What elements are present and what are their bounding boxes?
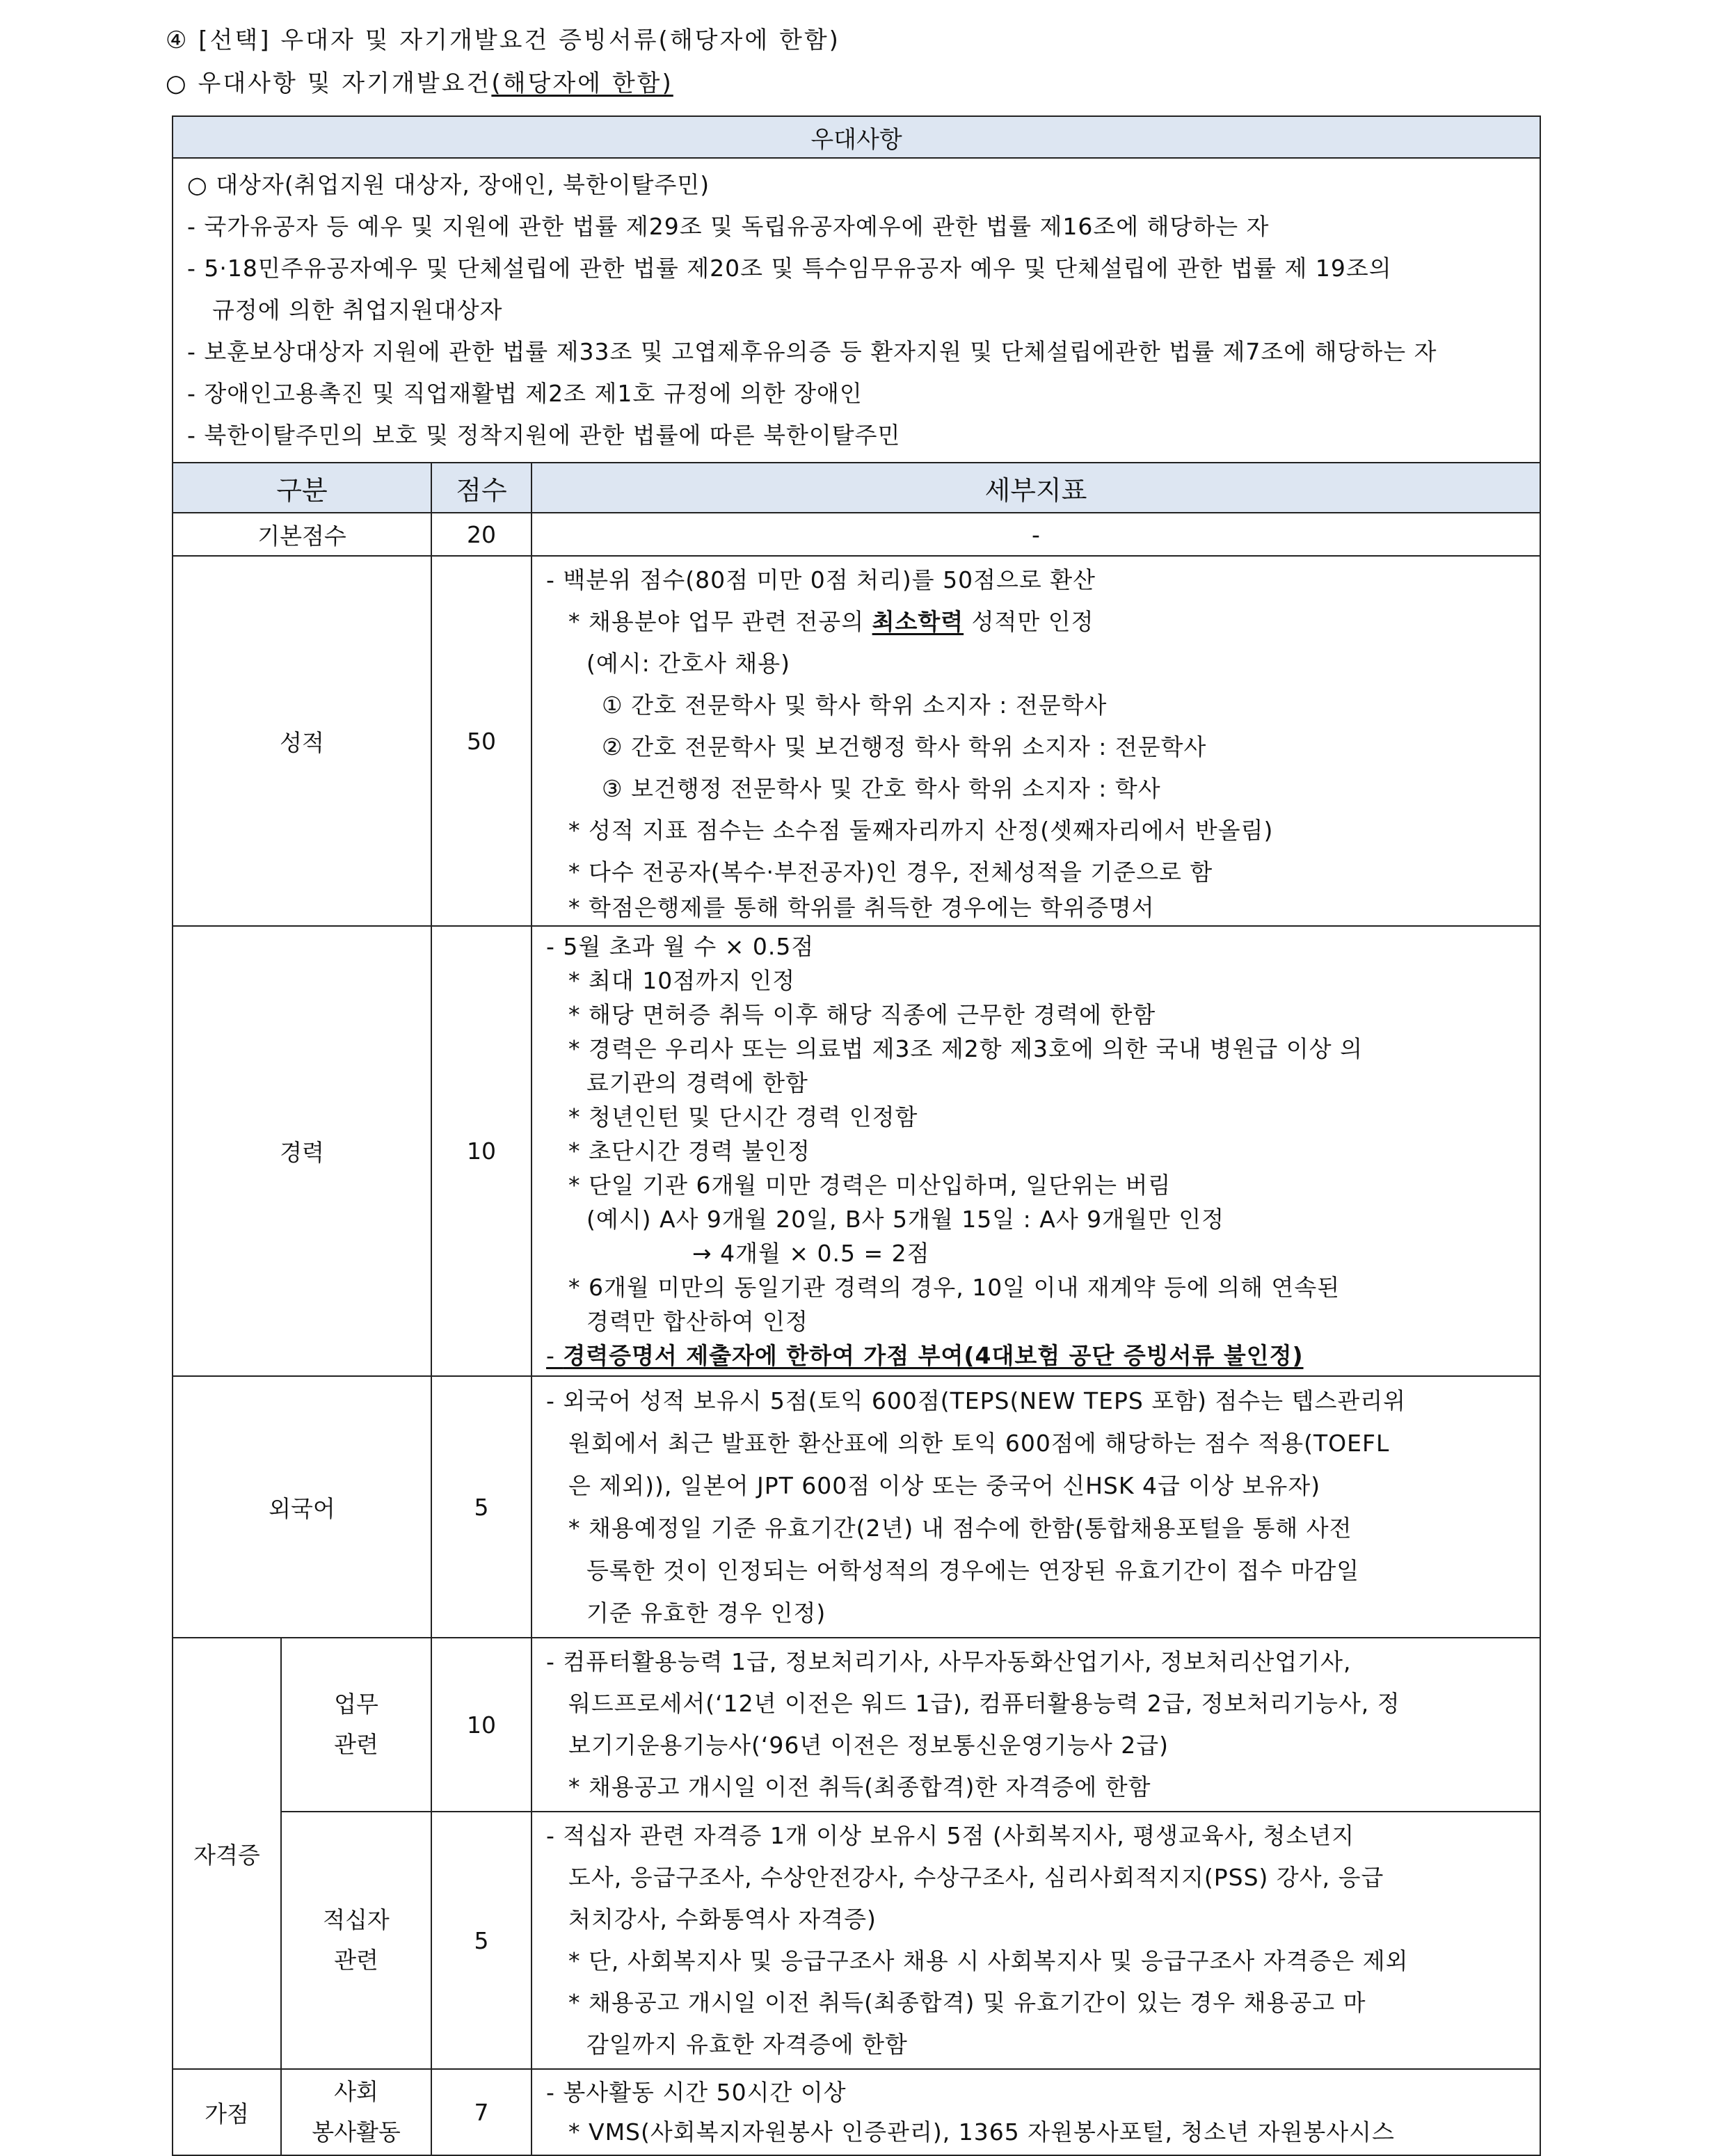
detail-cell — [532, 1812, 1540, 2069]
detail-line: - 적십자 관련 자격증 1개 이상 보유시 5점 (사회복지사, 평생교육사, 청소년지 — [546, 1822, 1355, 1849]
detail-line: 기준 유효한 경우 인정) — [586, 1599, 826, 1627]
detail-line: ③ 보건행정 전문학사 및 간호 학사 학위 소지자 : 학사 — [602, 775, 1161, 802]
detail-line: 원회에서 최근 발표한 환산표에 의한 토익 600점에 해당하는 점수 적용(TOEFL — [568, 1430, 1390, 1457]
subcategory-label: 봉사활동 — [312, 2118, 401, 2146]
detail-line: * 경력은 우리사 또는 의료법 제3조 제2항 제3호에 의한 국내 병원급 이상 의 — [568, 1035, 1363, 1062]
detail-line — [546, 601, 1524, 643]
category-cell: 기본점수 — [173, 513, 431, 556]
category-cell: 가점 — [173, 2069, 281, 2155]
score-cell: 10 — [431, 1638, 532, 1812]
detail-line: * 해당 면허증 취득 이후 해당 직종에 근무한 경력에 한함 — [568, 1001, 1156, 1028]
detail-line: * 초단시간 경력 불인정 — [568, 1137, 810, 1165]
category-cell: 경력 — [173, 926, 431, 1376]
column-header-row — [173, 463, 1540, 513]
detail-line: 도사, 응급구조사, 수상안전강사, 수상구조사, 심리사회적지지(PSS) 강사, 응급 — [568, 1864, 1384, 1891]
detail-line: 보기기운용기능사(‘96년 이전은 정보통신운영기능사 2급) — [568, 1732, 1169, 1759]
detail-line: * 채용공고 개시일 이전 취득(최종합격) 및 유효기간이 있는 경우 채용공고 마 — [568, 1989, 1366, 2016]
preference-title: 우대사항 — [173, 116, 1540, 158]
detail-cell — [532, 556, 1540, 926]
detail-line: * 단일 기관 6개월 미만 경력은 미산입하며, 일단위는 버림 — [568, 1172, 1172, 1199]
detail-emphasis: 최소학력 — [872, 608, 964, 635]
score-cell: 20 — [431, 513, 532, 556]
detail-line: 료기관의 경력에 한함 — [586, 1069, 808, 1096]
detail-cell — [532, 1638, 1540, 1812]
category-cell: 자격증 — [173, 1638, 281, 2069]
subcategory-label: 업무 — [334, 1691, 378, 1718]
detail-line: * 최대 10점까지 인정 — [568, 967, 796, 994]
subcategory-label: 사회 — [334, 2078, 378, 2105]
subcategory-cell — [281, 1638, 431, 1812]
subsection-underlined: (해당자에 한함) — [491, 70, 673, 97]
preference-item: - 국가유공자 등 예우 및 지원에 관한 법률 제29조 및 독립유공자예우에 관한 법률 제16조에 해당하는 자 — [187, 213, 1270, 240]
detail-line: * 학점은행제를 통해 학위를 취득한 경우에는 학위증명서 — [568, 894, 1155, 921]
detail-line: (예시: 간호사 채용) — [586, 650, 790, 677]
preference-body-row — [173, 158, 1540, 463]
detail-line: → 4개월 × 0.5 = 2점 — [692, 1240, 930, 1267]
table-row — [173, 1812, 1540, 2069]
subcategory-label: 적십자 — [323, 1906, 390, 1933]
table-row — [173, 926, 1540, 1376]
detail-line: 등록한 것이 인정되는 어학성적의 경우에는 연장된 유효기간이 접수 마감일 — [586, 1557, 1360, 1584]
preference-item: - 5·18민주유공자예우 및 단체설립에 관한 법률 제20조 및 특수임무유공자 예우 및 단체설립에 관한 법률 제 19조의 — [187, 255, 1392, 282]
detail-cell — [532, 2069, 1540, 2155]
detail-line: ① 간호 전문학사 및 학사 학위 소지자 : 전문학사 — [602, 692, 1108, 719]
scoring-table — [172, 115, 1541, 2156]
category-cell: 외국어 — [173, 1376, 431, 1638]
subsection-prefix: ○ 우대사항 및 자기개발요건 — [166, 70, 492, 97]
detail-line: - 컴퓨터활용능력 1급, 정보처리기사, 사무자동화산업기사, 정보처리산업기사, — [546, 1648, 1352, 1675]
subcategory-cell — [281, 1812, 431, 2069]
subcategory-label: 관련 — [334, 1731, 378, 1758]
column-header-detail: 세부지표 — [532, 463, 1540, 513]
detail-line: * 다수 전공자(복수·부전공자)인 경우, 전체성적을 기준으로 함 — [568, 859, 1213, 886]
detail-line: 은 제외)), 일본어 JPT 600점 이상 또는 중국어 신HSK 4급 이상 보유자) — [568, 1472, 1321, 1499]
preference-list — [173, 158, 1540, 463]
detail-text: * 채용분야 업무 관련 전공의 — [568, 608, 872, 635]
detail-line: * 6개월 미만의 동일기관 경력의 경우, 10일 이내 재계약 등에 의해 연속된 — [568, 1274, 1341, 1301]
detail-text: 성적만 인정 — [964, 608, 1094, 635]
score-cell: 5 — [431, 1812, 532, 2069]
subsection-title — [166, 64, 673, 98]
detail-line: * VMS(사회복지자원봉사 인증관리), 1365 자원봉사포털, 청소년 자원봉사시스 — [568, 2118, 1395, 2146]
detail-line: - 백분위 점수(80점 미만 0점 처리)를 50점으로 환산 — [546, 566, 1096, 593]
detail-line: * 청년인턴 및 단시간 경력 인정함 — [568, 1103, 918, 1131]
detail-cell — [532, 926, 1540, 1376]
preference-item: 규정에 의한 취업지원대상자 — [212, 296, 503, 324]
detail-cell: - — [532, 513, 1540, 556]
preference-item: - 장애인고용촉진 및 직업재활법 제2조 제1호 규정에 의한 장애인 — [187, 380, 863, 407]
detail-emphasis: 경력증명서 제출자에 한하여 가점 부여(4대보험 공단 증빙서류 불인정) — [563, 1342, 1304, 1369]
subcategory-label: 관련 — [334, 1947, 378, 1974]
score-cell: 7 — [431, 2069, 532, 2155]
detail-line: 처치강사, 수화통역사 자격증) — [568, 1906, 877, 1933]
detail-line: ② 간호 전문학사 및 보건행정 학사 학위 소지자 : 전문학사 — [602, 733, 1207, 760]
column-header-score: 점수 — [431, 463, 532, 513]
score-cell: 10 — [431, 926, 532, 1376]
detail-line: (예시) A사 9개월 20일, B사 5개월 15일 : A사 9개월만 인정 — [586, 1206, 1225, 1233]
category-cell: 성적 — [173, 556, 431, 926]
detail-line: 경력만 합산하여 인정 — [586, 1308, 808, 1335]
preference-item: - 보훈보상대상자 지원에 관한 법률 제33조 및 고엽제후유의증 등 환자지원 및 단체설립에관한 법률 제7조에 해당하는 자 — [187, 338, 1437, 365]
preference-header-row — [173, 116, 1540, 158]
preference-item: - 북한이탈주민의 보호 및 정착지원에 관한 법률에 따른 북한이탈주민 — [187, 422, 901, 449]
preference-item: ○ 대상자(취업지원 대상자, 장애인, 북한이탈주민) — [187, 171, 710, 198]
detail-line: * 단, 사회복지사 및 응급구조사 채용 시 사회복지사 및 응급구조사 자격증은 제외 — [568, 1947, 1409, 1974]
section-title: ④ [선택] 우대자 및 자기개발요건 증빙서류(해당자에 한함) — [166, 26, 840, 54]
table-row — [173, 2069, 1540, 2155]
detail-dash: - — [546, 1342, 564, 1369]
detail-line: 감일까지 유효한 자격증에 한함 — [586, 2031, 908, 2058]
detail-line — [546, 1339, 1524, 1373]
score-cell: 50 — [431, 556, 532, 926]
table-row — [173, 1376, 1540, 1638]
score-cell: 5 — [431, 1376, 532, 1638]
detail-line: * 채용공고 개시일 이전 취득(최종합격)한 자격증에 한함 — [568, 1773, 1151, 1800]
detail-line: - 5월 초과 월 수 × 0.5점 — [546, 933, 815, 960]
detail-line: 워드프로세서(‘12년 이전은 워드 1급), 컴퓨터활용능력 2급, 정보처리기능사, 정 — [568, 1690, 1400, 1717]
table-row — [173, 556, 1540, 926]
detail-line: * 채용예정일 기준 유효기간(2년) 내 점수에 한함(통합채용포털을 통해 사전 — [568, 1515, 1352, 1542]
table-row — [173, 513, 1540, 556]
subcategory-cell — [281, 2069, 431, 2155]
detail-line: * 성적 지표 점수는 소수점 둘째자리까지 산정(셋째자리에서 반올림) — [568, 817, 1274, 844]
detail-line: - 봉사활동 시간 50시간 이상 — [546, 2079, 847, 2106]
table-row — [173, 1638, 1540, 1812]
detail-cell — [532, 1376, 1540, 1638]
detail-line: - 외국어 성적 보유시 5점(토익 600점(TEPS(NEW TEPS 포함) 점수는 텝스관리위 — [546, 1387, 1406, 1414]
column-header-category: 구분 — [173, 463, 431, 513]
